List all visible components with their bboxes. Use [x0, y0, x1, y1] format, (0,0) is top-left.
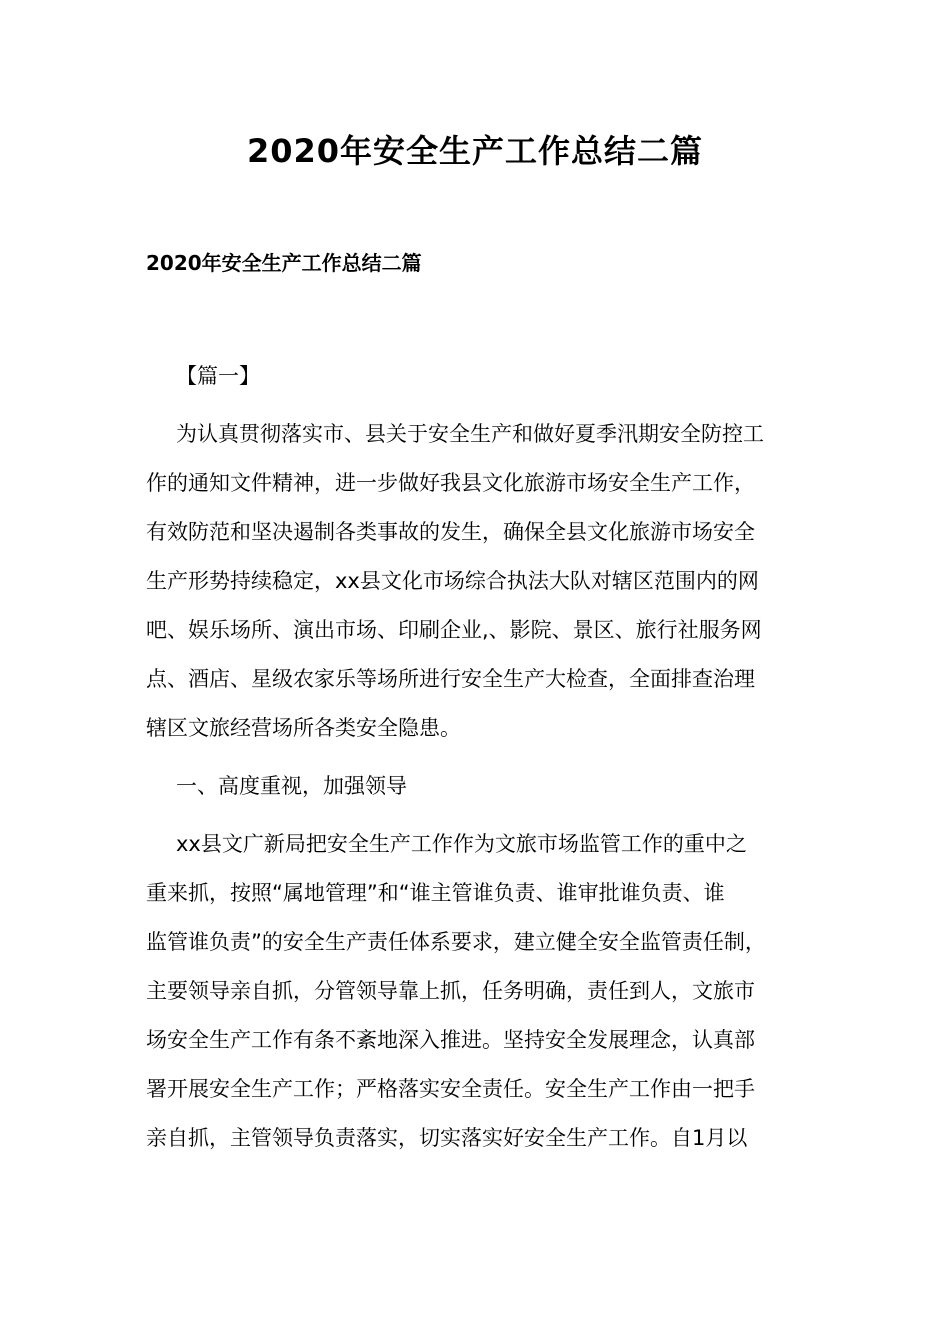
paragraph-1-line: 吧、娱乐场所、演出市场、印刷企业,、影院、景区、旅行社服务网 [146, 618, 762, 642]
section-heading-text: 【篇一】 [176, 364, 260, 388]
paragraph-2-line: 亲自抓，主管领导负责落实，切实落实好安全生产工作。自1月以 [146, 1126, 748, 1150]
paragraph-2-line: 场安全生产工作有条不紊地深入推进。坚持安全发展理念，认真部 [146, 1028, 755, 1052]
paragraph-1-line: 作的通知文件精神，进一步做好我县文化旅游市场安全生产工作， [146, 471, 755, 495]
section-heading [146, 352, 806, 401]
paragraph-1-line: 点、酒店、星级农家乐等场所进行安全生产大检查，全面排查治理 [146, 667, 755, 691]
heading-1 [146, 762, 806, 811]
document-subtitle: 2020年安全生产工作总结二篇 [146, 251, 422, 275]
paragraph-2-line: 主要领导亲自抓，分管领导靠上抓，任务明确，责任到人，文旅市 [146, 979, 755, 1003]
paragraph-1-line: 辖区文旅经营场所各类安全隐患。 [146, 716, 461, 740]
paragraph-1-line: 有效防范和坚决遏制各类事故的发生，确保全县文化旅游市场安全 [146, 520, 755, 544]
document-body [146, 352, 806, 1163]
heading-1-text: 一、高度重视，加强领导 [176, 774, 407, 798]
paragraph-2-line: xx县文广新局把安全生产工作作为文旅市场监管工作的重中之 [176, 832, 747, 856]
paragraph-2-line: 重来抓，按照“属地管理”和“谁主管谁负责、谁审批谁负责、谁 [146, 881, 725, 905]
paragraph-2 [146, 820, 806, 1163]
paragraph-2-line: 监管谁负责”的安全生产责任体系要求，建立健全安全监管责任制， [146, 930, 766, 954]
paragraph-1 [146, 410, 806, 753]
paragraph-1-line: 为认真贯彻落实市、县关于安全生产和做好夏季汛期安全防控工 [176, 422, 764, 446]
paragraph-2-line: 署开展安全生产工作；严格落实安全责任。安全生产工作由一把手 [146, 1077, 755, 1101]
paragraph-1-line: 生产形势持续稳定，xx县文化市场综合执法大队对辖区范围内的网 [146, 569, 759, 593]
document-title: 2020年安全生产工作总结二篇 [246, 132, 704, 170]
